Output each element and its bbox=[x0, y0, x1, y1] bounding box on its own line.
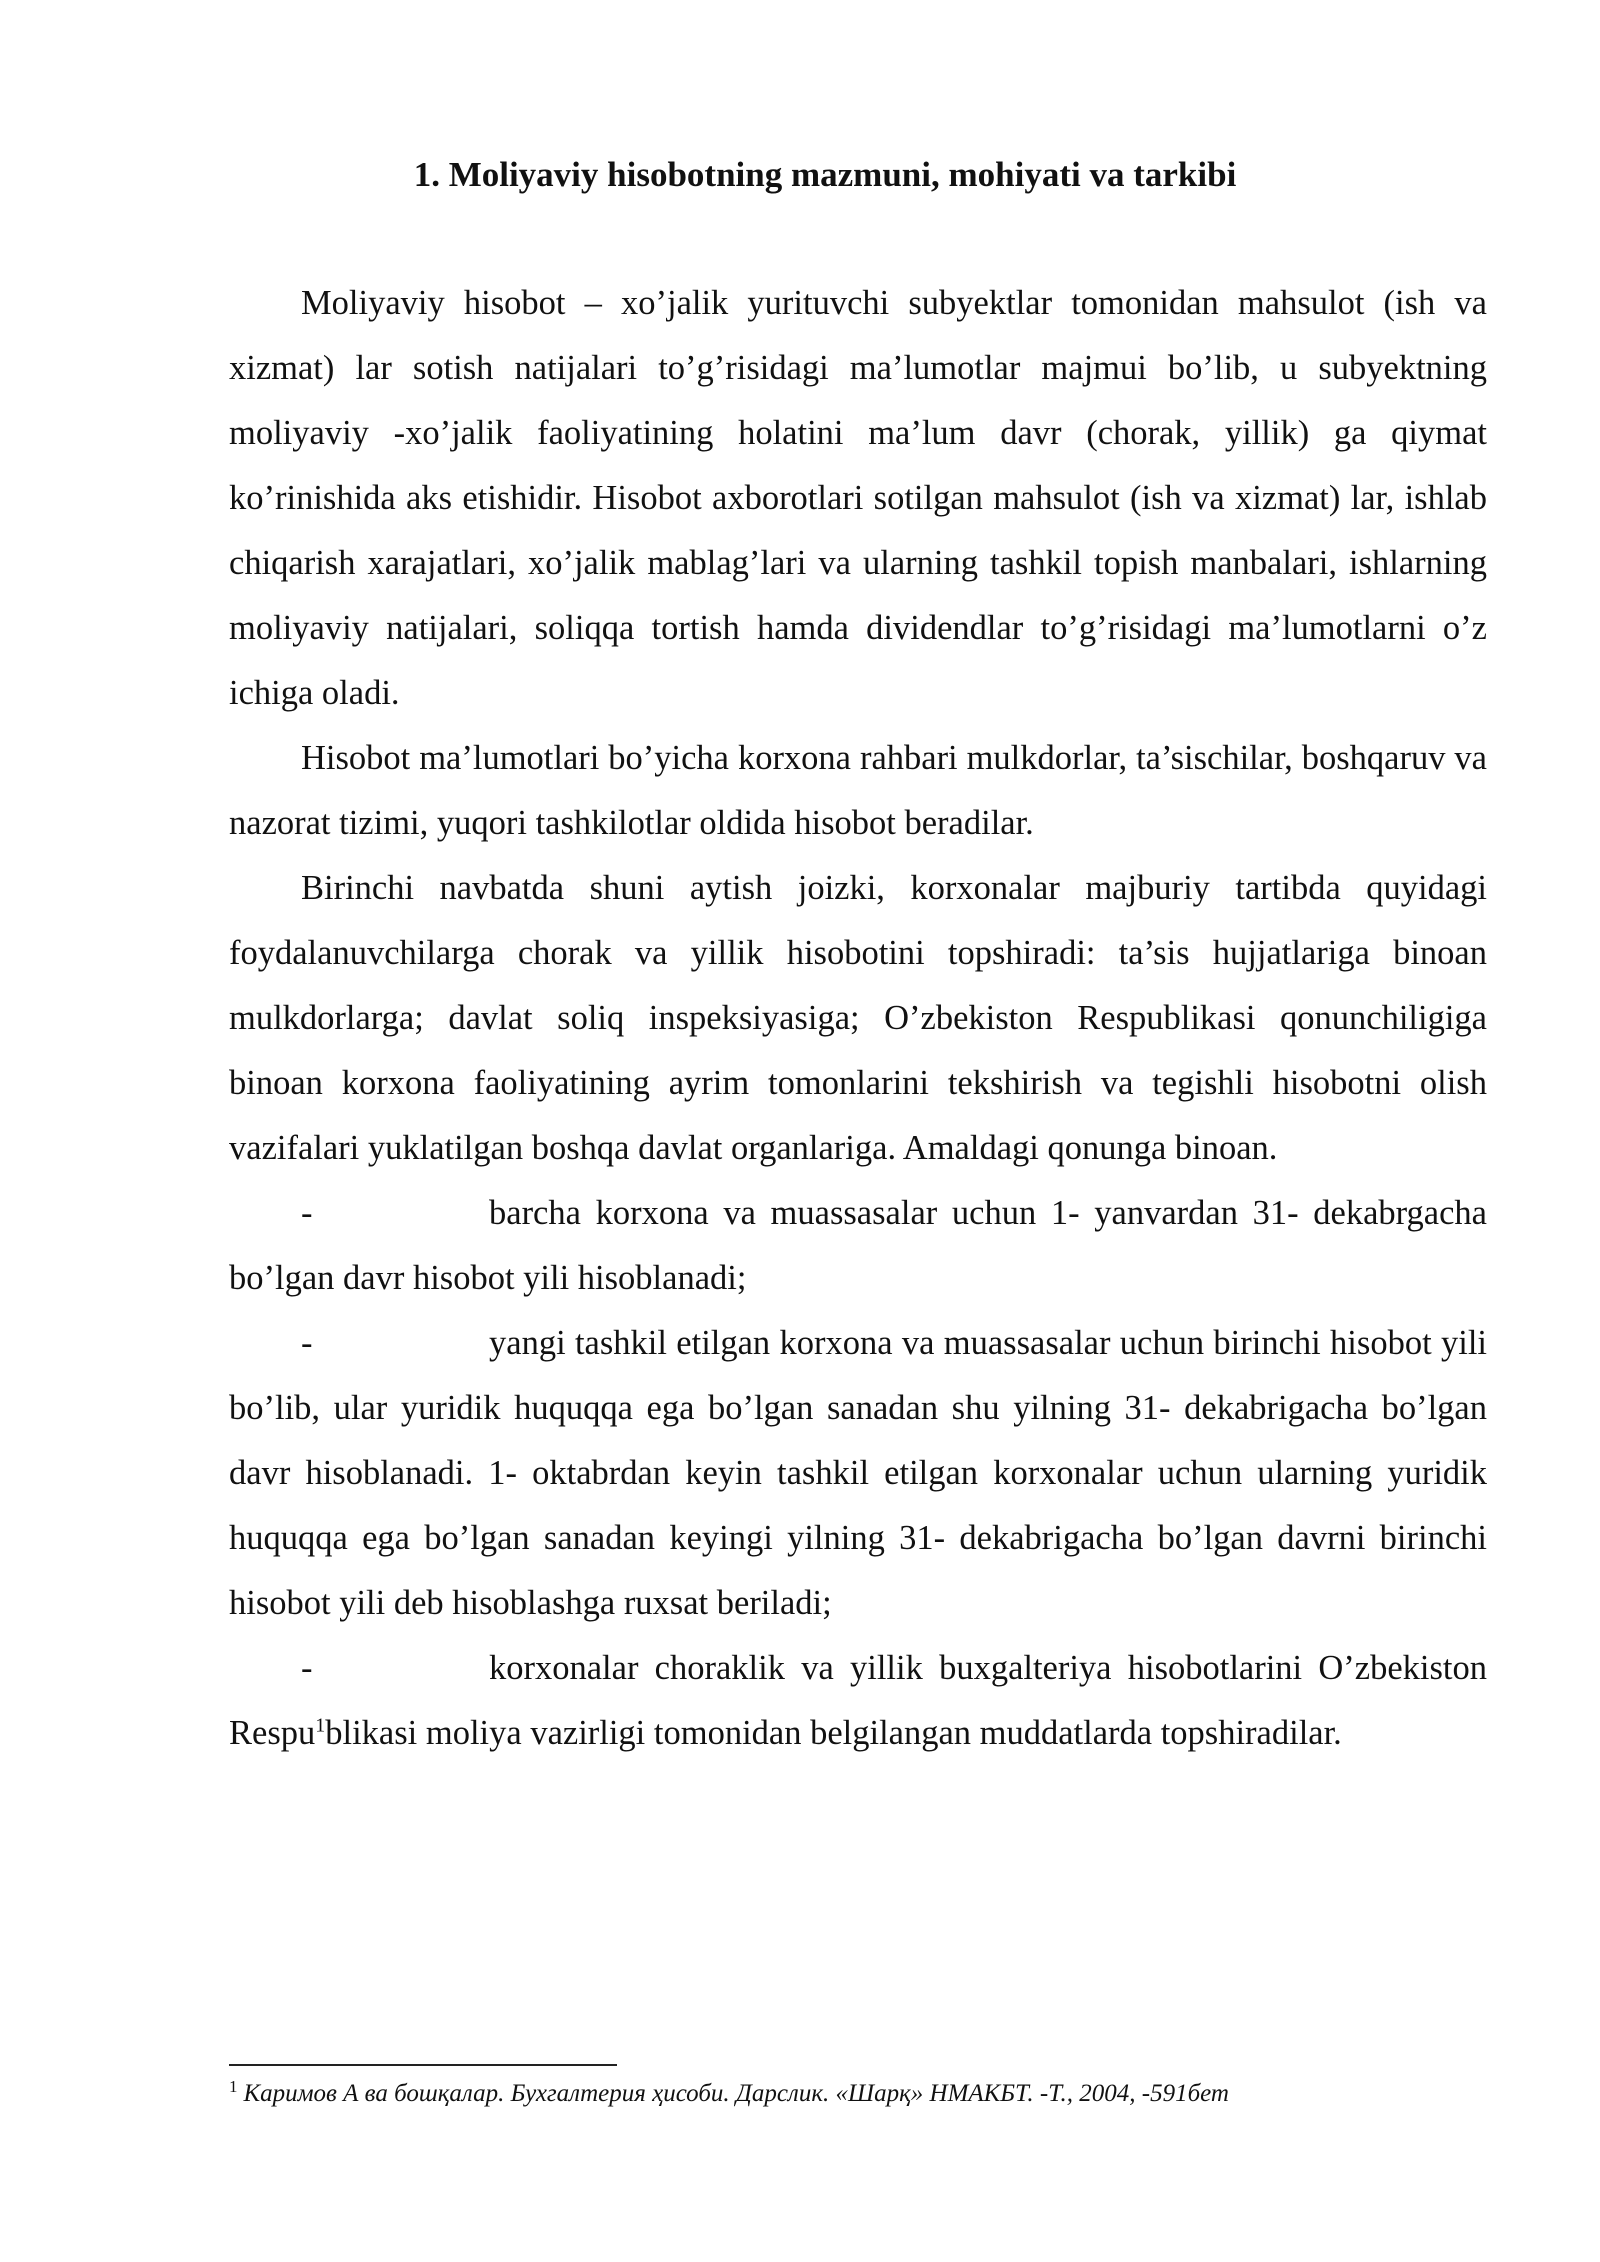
bullet-marker: - bbox=[301, 1649, 313, 1687]
paragraph-definition: Moliyaviy hisobot – xo’jalik yurituvchi subyektlar tomonidan mahsulot (ish va xizmat) lar sotish natijalari to’g’risidagi ma’lumotlar majmui bo’lib, u subyektning moliyaviy -xo’jalik faoliyatining holatini ma’lum davr (chorak, yillik) ga qiymat ko’rinishida aks etishidir. Hisobot axborotlari sotilgan mahsulot (ish va xizmat) lar, ishlab chiqarish xarajatlari, xo’jalik mablag’lari va ularning tashkil topish manbalari, ishlarning moliyaviy natijalari, soliqqa tortish hamda dividendlar to’g’risidagi ma’lumotlarni o’z ichiga oladi. bbox=[229, 284, 1487, 712]
bullet-marker: - bbox=[301, 1324, 313, 1362]
section-heading: 1. Moliyaviy hisobotning mazmuni, mohiyati va tarkibi bbox=[413, 155, 1237, 194]
list-item-text-part: blikasi moliya vazirligi tomonidan belgilangan muddatlarda topshiradilar. bbox=[325, 1714, 1342, 1752]
footnote-separator bbox=[229, 2064, 617, 2066]
list-item-text: barcha korxona va muassasalar uchun 1- yanvardan 31- dekabrgacha bo’lgan davr hisobot yili hisoblanadi; bbox=[229, 1194, 1487, 1297]
paragraph-reporting: Hisobot ma’lumotlari bo’yicha korxona rahbari mulkdorlar, ta’sischilar, boshqaruv va nazorat tizimi, yuqori tashkilotlar oldida hisobot beradilar. bbox=[229, 739, 1487, 842]
footnote-text: Каримов А ва бошқалар. Бухгалтерия ҳисоби. Дарслик. «Шарқ» НМАКБТ. -Т., 2004, -591бет bbox=[243, 2080, 1229, 2107]
bullet-marker: - bbox=[301, 1194, 313, 1232]
list-item bbox=[229, 1311, 1487, 1636]
list-item-text: yangi tashkil etilgan korxona va muassasalar uchun birinchi hisobot yili bo’lib, ular yuridik huquqqa ega bo’lgan sanadan shu yilning 31- dekabrigacha bo’lgan davr hisoblanadi. 1- oktabrdan keyin tashkil etilgan korxonalar uchun ularning yuridik huquqqa ega bo’lgan sanadan keyingi yilning 31- dekabrigacha bo’lgan davrni birinchi hisobot yili deb hisoblashga ruxsat beriladi; bbox=[229, 1324, 1487, 1622]
list-item-text-part: korxonalar choraklik va yillik buxgalteriya hisobotlarini O’zbekiston Respu bbox=[229, 1649, 1487, 1752]
footnote bbox=[229, 2076, 1489, 2112]
footnote-reference[interactable]: 1 bbox=[315, 1714, 326, 1737]
body-text bbox=[229, 271, 1487, 1766]
list-item bbox=[229, 1636, 1487, 1766]
list-item bbox=[229, 1181, 1487, 1311]
footnote-number: 1 bbox=[229, 2076, 238, 2096]
paragraph-users: Birinchi navbatda shuni aytish joizki, korxonalar majburiy tartibda quyidagi foydalanuvchilarga chorak va yillik hisobotini topshiradi: ta’sis hujjatlariga binoan mulkdorlarga; davlat soliq inspeksiyasiga; O’zbekiston Respublikasi qonunchiligiga binoan korxona faoliyatining ayrim tomonlarini tekshirish va tegishli hisobotni olish vazifalari yuklatilgan boshqa davlat organlariga. Amaldagi qonunga binoan. bbox=[229, 869, 1487, 1167]
